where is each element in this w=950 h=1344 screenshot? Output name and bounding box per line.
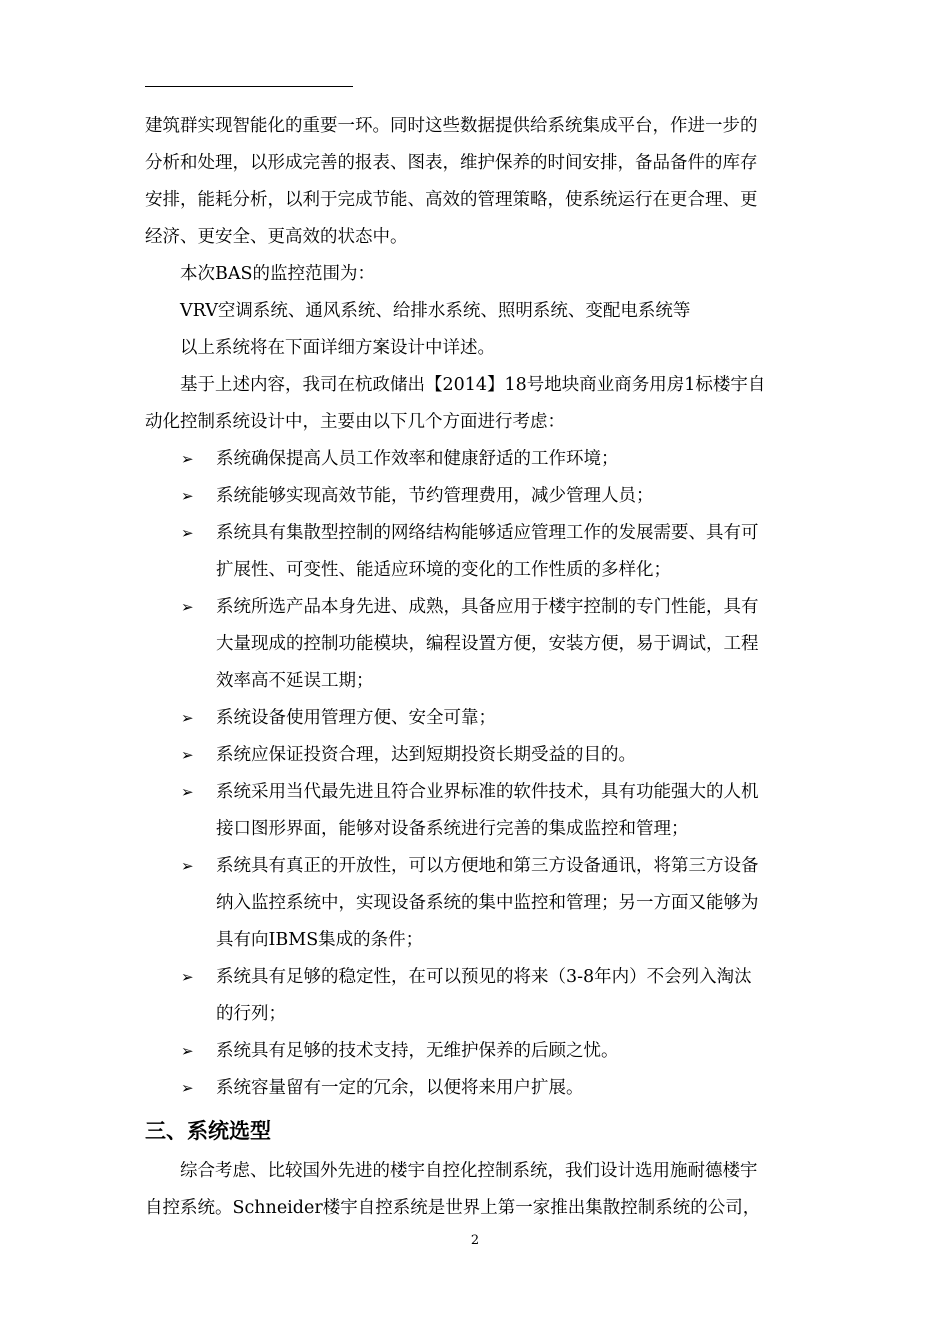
- scope-systems: VRV空调系统、通风系统、给排水系统、照明系统、变配电系统等: [180, 301, 691, 321]
- bullet-4-text-line-1: 系统所选产品本身先进、成熟，具备应用于楼宇控制的专门性能，具有: [216, 597, 759, 617]
- bullet-6-text: 系统应保证投资合理，达到短期投资长期受益的目的。: [216, 745, 636, 765]
- bullet-4-text-line-2: 大量现成的控制功能模块，编程设置方便，安装方便，易于调试，工程: [216, 634, 759, 654]
- scope-title: 本次BAS的监控范围为：: [180, 264, 375, 284]
- bullet-arrow-icon: ➢: [181, 746, 194, 764]
- design-line-2: 动化控制系统设计中，主要由以下几个方面进行考虑：: [145, 412, 565, 432]
- bullet-11-text: 系统容量留有一定的冗余，以便将来用户扩展。: [216, 1078, 584, 1098]
- bullet-7-text-line-2: 接口图形界面，能够对设备系统进行完善的集成监控和管理；: [216, 819, 689, 839]
- footnote-separator-line: [145, 86, 353, 87]
- intro-line-1: 建筑群实现智能化的重要一环。同时这些数据提供给系统集成平台，作进一步的: [145, 116, 758, 136]
- intro-line-4: 经济、更安全、更高效的状态中。: [145, 227, 408, 247]
- bullet-arrow-icon: ➢: [181, 598, 194, 616]
- bullet-3-text-line-2: 扩展性、可变性、能适应环境的变化的工作性质的多样化；: [216, 560, 671, 580]
- bullet-arrow-icon: ➢: [181, 1079, 194, 1097]
- bullet-arrow-icon: ➢: [181, 857, 194, 875]
- intro-line-2: 分析和处理，以形成完善的报表、图表，维护保养的时间安排，备品备件的库存: [145, 153, 758, 173]
- intro-line-3: 安排，能耗分析，以利于完成节能、高效的管理策略，使系统运行在更合理、更: [145, 190, 758, 210]
- selection-line-1: 综合考虑、比较国外先进的楼宇自控化控制系统，我们设计选用施耐德楼宇: [180, 1161, 758, 1181]
- bullet-arrow-icon: ➢: [181, 968, 194, 986]
- page-number: 2: [470, 1233, 480, 1248]
- bullet-2-text: 系统能够实现高效节能，节约管理费用，减少管理人员；: [216, 486, 654, 506]
- bullet-3-text-line-1: 系统具有集散型控制的网络结构能够适应管理工作的发展需要、具有可: [216, 523, 759, 543]
- bullet-arrow-icon: ➢: [181, 783, 194, 801]
- bullet-10-text: 系统具有足够的技术支持，无维护保养的后顾之忧。: [216, 1041, 619, 1061]
- bullet-arrow-icon: ➢: [181, 709, 194, 727]
- bullet-8-text-line-2: 纳入监控系统中，实现设备系统的集中监控和管理；另一方面又能够为: [216, 893, 759, 913]
- bullet-4-text-line-3: 效率高不延误工期；: [216, 671, 374, 691]
- bullet-8-text-line-1: 系统具有真正的开放性，可以方便地和第三方设备通讯，将第三方设备: [216, 856, 759, 876]
- bullet-7-text-line-1: 系统采用当代最先进且符合业界标准的软件技术，具有功能强大的人机: [216, 782, 759, 802]
- bullet-9-text-line-2: 的行列；: [216, 1004, 286, 1024]
- bullet-arrow-icon: ➢: [181, 487, 194, 505]
- bullet-arrow-icon: ➢: [181, 450, 194, 468]
- bullet-1-text: 系统确保提高人员工作效率和健康舒适的工作环境；: [216, 449, 619, 469]
- bullet-8-text-line-3: 具有向IBMS集成的条件；: [216, 930, 424, 950]
- bullet-arrow-icon: ➢: [181, 1042, 194, 1060]
- bullet-arrow-icon: ➢: [181, 524, 194, 542]
- design-line-1: 基于上述内容，我司在杭政储出【2014】18号地块商业商务用房1标楼宇自: [180, 375, 766, 395]
- bullet-5-text: 系统设备使用管理方便、安全可靠；: [216, 708, 496, 728]
- section-heading: 三、系统选型: [145, 1119, 271, 1143]
- selection-line-2: 自控系统。Schneider楼宇自控系统是世界上第一家推出集散控制系统的公司，: [145, 1198, 761, 1218]
- bullet-9-text-line-1: 系统具有足够的稳定性，在可以预见的将来（3-8年内）不会列入淘汰: [216, 967, 752, 987]
- scope-note: 以上系统将在下面详细方案设计中详述。: [180, 338, 495, 358]
